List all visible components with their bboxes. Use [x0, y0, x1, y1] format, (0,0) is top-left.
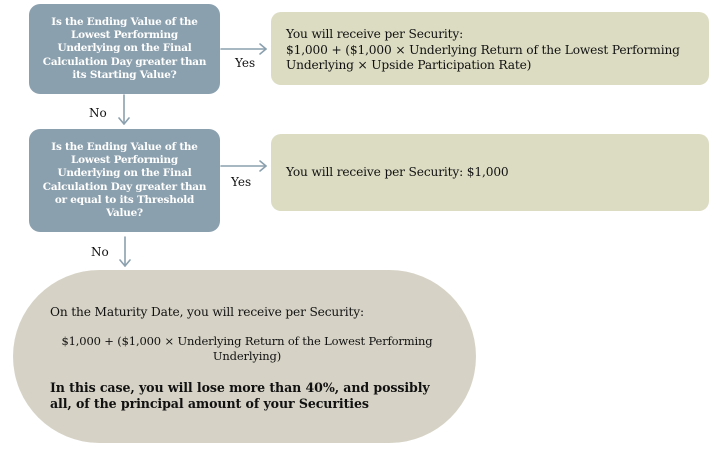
decision-box-starting-value — [29, 4, 220, 94]
outcome-1-line1: You will receive per Security: — [286, 27, 464, 41]
outcome-3-formula: $1,000 + ($1,000 × Underlying Return of the Lowest Performing Underlying) — [61, 334, 433, 363]
yes-label-2: Yes — [231, 175, 252, 189]
outcome-1-line2: $1,000 + ($1,000 × Underlying Return of the Lowest Performing Underlying × Upside Participation Rate) — [286, 42, 680, 72]
decision-box-threshold-value — [29, 129, 220, 232]
outcome-3-intro: On the Maturity Date, you will receive per Security: — [50, 305, 364, 319]
decision-2-question: Is the Ending Value of the Lowest Performing Underlying on the Final Calculation Day greater than or equal to its Threshold Value? — [42, 140, 207, 220]
no-label-1: No — [89, 106, 107, 120]
outcome-box-loss — [13, 270, 476, 443]
outcome-3-warning: In this case, you will lose more than 40%, and possibly all, of the principal amount of your Securities — [50, 380, 430, 411]
yes-label-1: Yes — [235, 56, 256, 70]
outcome-box-par — [271, 134, 709, 211]
outcome-2-text: You will receive per Security: $1,000 — [286, 164, 509, 179]
outcome-box-upside — [271, 12, 709, 85]
no-label-2: No — [91, 245, 109, 259]
decision-1-question: Is the Ending Value of the Lowest Performing Underlying on the Final Calculation Day greater than its Starting Value? — [42, 15, 207, 81]
